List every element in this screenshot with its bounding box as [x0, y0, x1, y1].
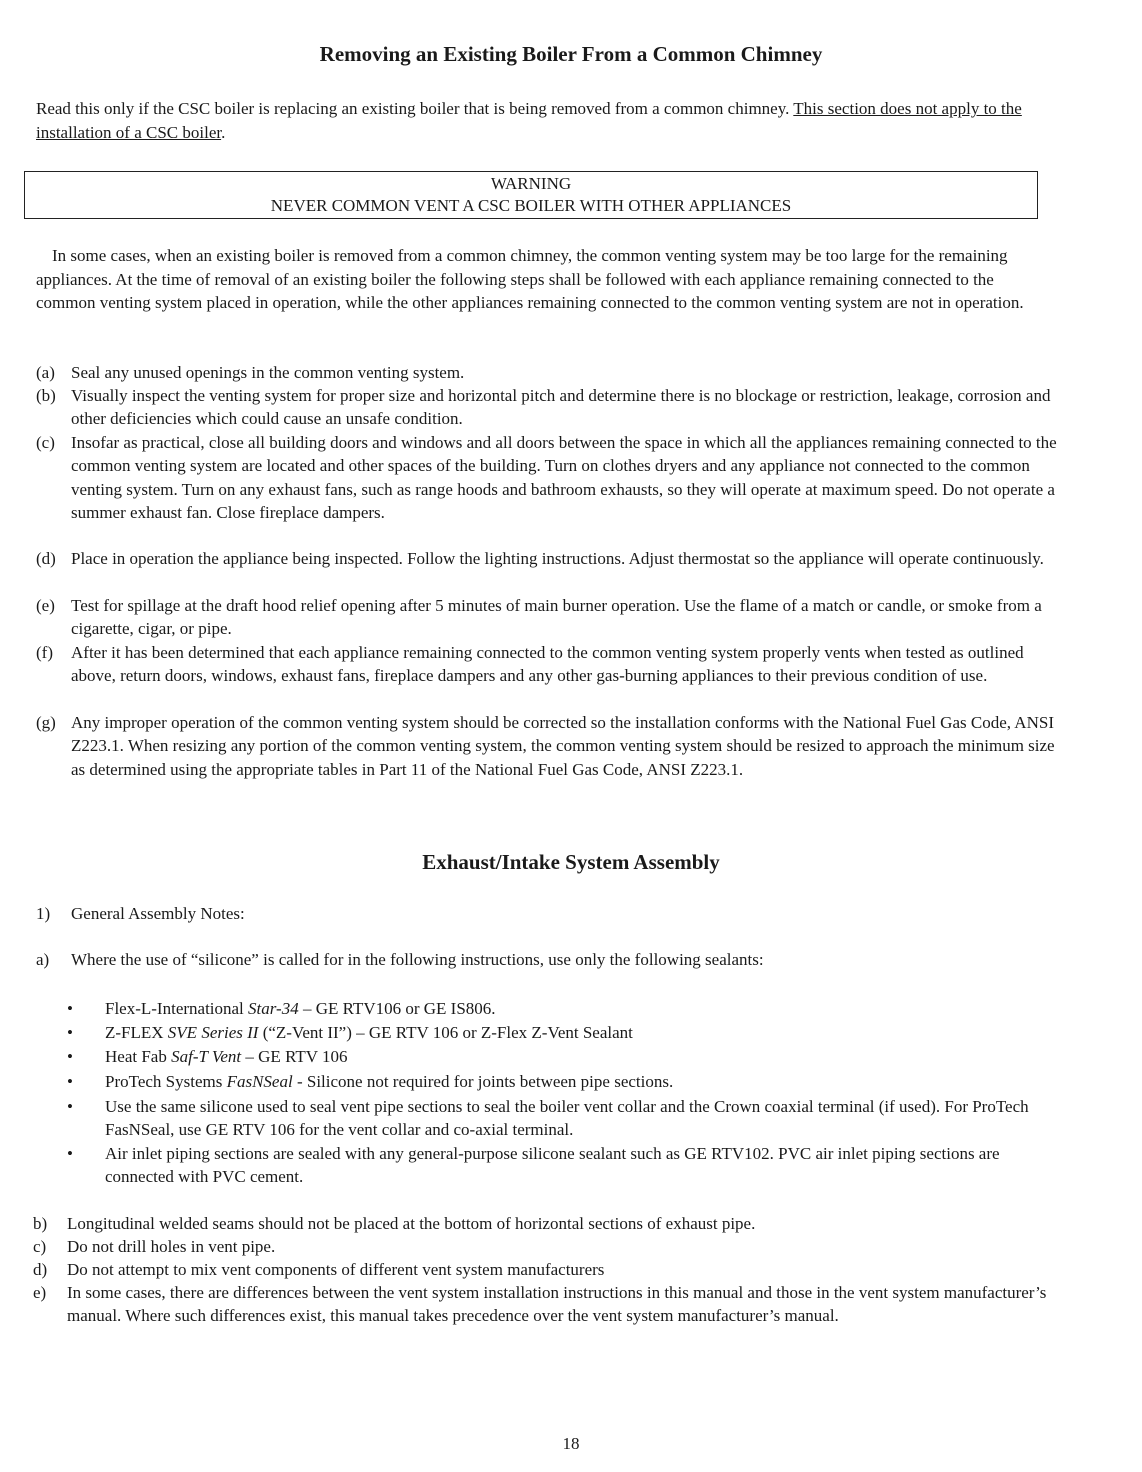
intro-underlined-text: This section does not apply to the installation of a CSC boiler — [36, 99, 1022, 142]
bullet-marker: • — [67, 1047, 73, 1066]
page-number: 18 — [562, 1434, 580, 1453]
item-label: e) — [33, 1283, 47, 1302]
bullet-marker: • — [67, 1023, 73, 1042]
bullet-text: Z-FLEX SVE Series II (“Z-Vent II”) – GE RTV 106 or Z-Flex Z-Vent Sealant — [105, 1023, 633, 1042]
step-label: (f) — [36, 643, 53, 662]
warning-heading: WARNING — [490, 174, 572, 193]
step-text: Place in operation the appliance being inspected. Follow the lighting instructions. Adjust thermostat so the appliance will operate continuously. — [71, 549, 1044, 568]
step-label: (c) — [36, 433, 55, 452]
step-label: (b) — [36, 386, 56, 405]
step-label: (e) — [36, 596, 55, 615]
step-text: Any improper operation of the common venting system should be corrected so the installation conforms with the National Fuel Gas Code, ANSI Z223.1. When resizing any portion of the common venting system, the common venting system should be resized to approach the minimum size as determined using the appropriate tables in Part 11 of the National Fuel Gas Code, ANSI Z223.1. — [71, 713, 1055, 779]
step-text: Seal any unused openings in the common venting system. — [71, 363, 465, 382]
bullet-text: ProTech Systems FasNSeal - Silicone not required for joints between pipe sections. — [105, 1072, 674, 1091]
bullet-marker: • — [67, 999, 73, 1018]
step-text: After it has been determined that each appliance remaining connected to the common venting system properly vents when tested as outlined above, return doors, windows, exhaust fans, fireplace dampers and any other gas-burning appliances to their previous condition of use. — [71, 643, 1024, 686]
item-label: b) — [33, 1214, 48, 1233]
bullet-marker: • — [67, 1072, 73, 1091]
step-text: Insofar as practical, close all building doors and windows and all doors between the space in which all the appliances remaining connected to the common venting system are located and other spaces of the building. Turn on clothes dryers and any appliance not connected to the common venting system. Turn on any exhaust fans, such as range hoods and bathroom exhausts, so they will operate at maximum speed. Do not operate a summer exhaust fan. Close fireplace dampers. — [71, 433, 1057, 522]
bullet-text: Air inlet piping sections are sealed with any general-purpose silicone sealant such as GE RTV102. PVC air inlet piping sections are connected with PVC cement. — [105, 1144, 1000, 1186]
item-label: d) — [33, 1260, 48, 1279]
bullet-marker: • — [67, 1144, 73, 1163]
intro-paragraph — [36, 97, 1046, 144]
warning-box — [24, 171, 1038, 219]
step-text: Visually inspect the venting system for proper size and horizontal pitch and determine there is no blockage or restriction, leakage, corrosion and other deficiencies which could cause an unsafe condition. — [71, 386, 1051, 429]
item-text: General Assembly Notes: — [71, 904, 245, 923]
common-chimney-paragraph: In some cases, when an existing boiler is removed from a common chimney, the common venting system may be too large for the remaining appliances. At the time of removal of an existing boiler the following steps shall be followed with each appliance remaining connected to the common venting system placed in operation, while the other appliances remaining connected to the common venting system are not in operation. — [36, 246, 1024, 312]
item-text: Longitudinal welded seams should not be placed at the bottom of horizontal sections of exhaust pipe. — [67, 1214, 756, 1233]
item-label: a) — [36, 950, 50, 969]
step-label: (d) — [36, 549, 56, 568]
step-label: (a) — [36, 363, 55, 382]
bullet-marker: • — [67, 1097, 73, 1116]
bullet-text: Flex-L-International Star-34 – GE RTV106 or GE IS806. — [105, 999, 496, 1018]
intro-end: . — [221, 122, 226, 142]
item-label: c) — [33, 1237, 47, 1256]
intro-text: Read this only if the CSC boiler is replacing an existing boiler that is being removed from a common chimney. — [36, 99, 794, 118]
item-label: 1) — [36, 904, 51, 923]
section-title-exhaust-intake: Exhaust/Intake System Assembly — [422, 850, 720, 874]
item-text: In some cases, there are differences between the vent system installation instructions in this manual and those in the vent system manufacturer’s manual. Where such differences exist, this manual takes precedence over the vent system manufacturer’s manual. — [67, 1283, 1047, 1326]
bullet-text: Heat Fab Saf-T Vent – GE RTV 106 — [105, 1047, 348, 1066]
item-text: Where the use of “silicone” is called for in the following instructions, use only the following sealants: — [71, 950, 764, 969]
step-text: Test for spillage at the draft hood relief opening after 5 minutes of main burner operation. Use the flame of a match or candle, or smoke from a cigarette, cigar, or pipe. — [71, 596, 1042, 639]
bullet-text: Use the same silicone used to seal vent pipe sections to seal the boiler vent collar and the Crown coaxial terminal (if used). For ProTech FasNSeal, use GE RTV 106 for the vent collar and co-axial terminal. — [105, 1097, 1029, 1139]
section-title-removing-boiler: Removing an Existing Boiler From a Common Chimney — [319, 42, 823, 66]
warning-text: NEVER COMMON VENT A CSC BOILER WITH OTHER APPLIANCES — [270, 196, 792, 215]
item-text: Do not attempt to mix vent components of different vent system manufacturers — [67, 1260, 605, 1279]
item-text: Do not drill holes in vent pipe. — [67, 1237, 276, 1256]
step-label: (g) — [36, 713, 56, 732]
